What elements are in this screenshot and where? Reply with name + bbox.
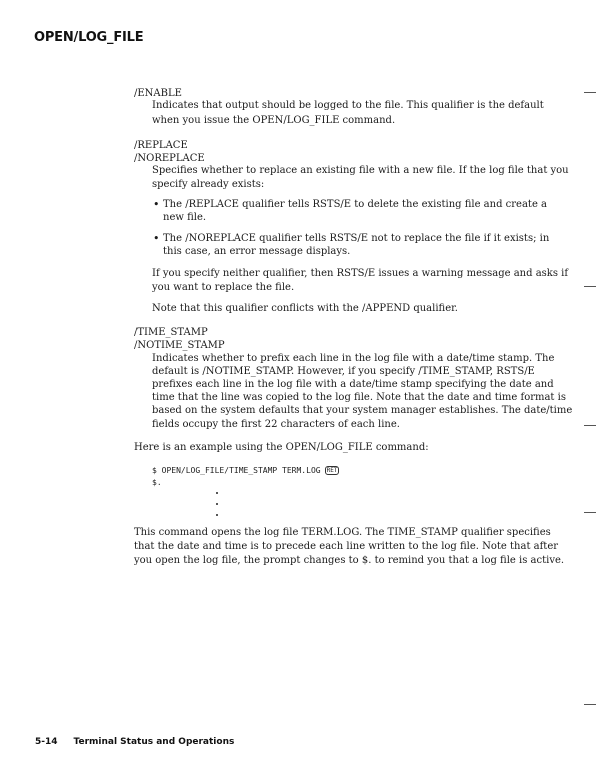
replace-after-line: If you specify neither qualifier, then RSTS/E issues a warning message and asks if [152,268,569,279]
margin-mark [584,286,596,287]
qualifier-time-stamp: /TIME_STAMP [134,327,208,338]
ellipsis-dot [216,492,218,494]
bullet-line: this case, an error message displays. [163,246,351,257]
enable-desc-line: when you issue the OPEN/LOG_FILE command. [152,115,396,126]
code-text: $ OPEN/LOG_FILE/TIME_STAMP TERM.LOG [152,466,321,475]
code-line [152,466,339,476]
page-title: OPEN/LOG_FILE [34,30,144,45]
page-footer [35,737,234,747]
margin-mark [584,92,596,93]
replace-note: Note that this qualifier conflicts with the /APPEND qualifier. [152,303,458,314]
page-number: 5-14 [35,737,58,747]
return-key-icon: RET [326,467,338,474]
qualifier-enable: /ENABLE [134,88,182,99]
bullet-line: The /NOREPLACE qualifier tells RSTS/E not to replace the file if it exists; in [163,233,550,244]
bullet-marker: • [153,198,160,211]
example-intro: Here is an example using the OPEN/LOG_FILE command: [134,442,429,453]
margin-mark [584,704,596,705]
replace-desc-line: Specifies whether to replace an existing file with a new file. If the log file that you [152,165,569,176]
bullet-marker: • [153,232,160,245]
closing-line: This command opens the log file TERM.LOG. The TIME_STAMP qualifier specifies [134,527,551,538]
qualifier-notime-stamp: /NOTIME_STAMP [134,340,225,351]
timestamp-desc-line: based on the system defaults that your system manager establishes. The date/time [152,405,573,416]
ellipsis-dot [216,514,218,516]
margin-mark [584,425,596,426]
qualifier-replace: /REPLACE [134,140,188,151]
closing-line: that the date and time is to precede each line written to the log file. Note that after [134,541,559,552]
timestamp-desc-line: prefixes each line in the log file with a date/time stamp specifying the date and [152,379,554,390]
enable-desc-line: Indicates that output should be logged to the file. This qualifier is the default [152,100,544,111]
qualifier-noreplace: /NOREPLACE [134,153,205,164]
replace-after-line: you want to replace the file. [152,282,295,293]
timestamp-desc-line: time that the line was copied to the log file. Note that the date and time format is [152,392,566,403]
timestamp-desc-line: Indicates whether to prefix each line in the log file with a date/time stamp. The [152,353,555,364]
replace-desc-line: specify already exists: [152,179,265,190]
margin-mark [584,512,596,513]
bullet-line: The /REPLACE qualifier tells RSTS/E to delete the existing file and create a [163,199,547,210]
timestamp-desc-line: default is /NOTIME_STAMP. However, if you specify /TIME_STAMP, RSTS/E [152,366,535,377]
footer-section-title: Terminal Status and Operations [73,737,235,747]
code-line: $. [152,478,162,487]
bullet-line: new file. [163,212,207,223]
ellipsis-dot [216,503,218,505]
timestamp-desc-line: fields occupy the first 22 characters of each line. [152,419,400,430]
closing-line: you open the log file, the prompt changes to $. to remind you that a log file is active. [134,555,565,566]
